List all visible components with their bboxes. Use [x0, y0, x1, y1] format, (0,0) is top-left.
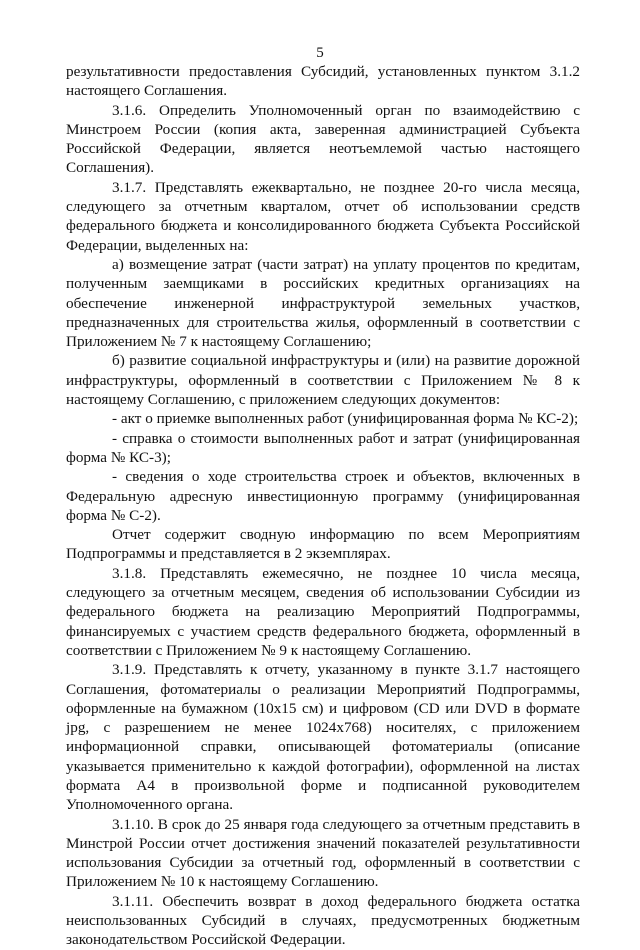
paragraph-3-1-10: 3.1.10. В срок до 25 января года следующего за отчетным представить в Минстрой России отчет достижения значений показателей результативности использования Субсидии за отчетный год, оформленный в соответствии с Приложением № 10 к настоящему Соглашению.	[66, 815, 580, 891]
paragraph-3-1-8: 3.1.8. Представлять ежемесячно, не позднее 10 числа месяца, следующего за отчетным месяцем, сведения об использовании Субсидии из федерального бюджета на реализацию Мероприятий Подпрограммы, финансируемых с участием средств федерального бюджета, оформленный в соответствии с Приложением № 9 к настоящему Соглашению.	[66, 564, 580, 659]
paragraph-continuation: результативности предоставления Субсидий, установленных пунктом 3.1.2 настоящего Соглашения.	[66, 63, 580, 100]
list-item-ks-2: - акт о приемке выполненных работ (унифицированная форма № КС-2);	[112, 410, 579, 428]
paragraph-3-1-7-a: а) возмещение затрат (части затрат) на уплату процентов по кредитам, полученным заемщиками в российских кредитных организациях на обеспечение инженерной инфраструктурой земельных участков, предназначенных для строительства жилья, оформленный в соответствии с Приложением № 7 к настоящему Соглашению;	[66, 255, 580, 351]
list-item-s-2: - сведения о ходе строительства строек и объектов, включенных в Федеральную адресную инвестиционную программу (унифицированная форма № С-2).	[66, 468, 580, 524]
paragraph-3-1-11: 3.1.11. Обеспечить возврат в доход федерального бюджета остатка неиспользованных Субсидий в случаях, предусмотренных бюджетным законодательством Российской Федерации.	[66, 892, 580, 949]
page-number: 5	[316, 45, 324, 61]
paragraph-3-1-9: 3.1.9. Представлять к отчету, указанному в пункте 3.1.7 настоящего Соглашения, фотоматериалы о реализации Мероприятий Подпрограммы, оформленные на бумажном (10х15 см) и цифровом (CD или DVD в формате jpg, с разрешением не менее 1024х768) носителях, с приложением информационной справки, описывающей фотоматериалы (описание указывается применительно к каждой фотографии), оформленной на листах формата А4 в произвольной форме и подписанной руководителем Уполномоченного органа.	[66, 661, 580, 814]
list-item-ks-3: - справка о стоимости выполненных работ и затрат (унифицированная форма № КС-3);	[66, 429, 580, 466]
document-body	[66, 62, 580, 950]
paragraph-report-summary: Отчет содержит сводную информацию по всем Мероприятиям Подпрограммы и представляется в 2 экземплярах.	[66, 526, 580, 563]
paragraph-3-1-7: 3.1.7. Представлять ежеквартально, не позднее 20-го числа месяца, следующего за отчетным кварталом, отчет об использовании средств федерального бюджета и консолидированного бюджета Субъекта Российской Федерации, выделенных на:	[66, 178, 580, 254]
paragraph-3-1-6: 3.1.6. Определить Уполномоченный орган по взаимодействию с Минстроем России (копия акта, заверенная администрацией Субъекта Российской Федерации, является неотъемлемой частью настоящего Соглашения).	[66, 101, 580, 177]
paragraph-3-1-7-b: б) развитие социальной инфраструктуры и (или) на развитие дорожной инфраструктуры, оформленный в соответствии с Приложением № 8 к настоящему Соглашению, с приложением следующих документов:	[66, 352, 580, 409]
